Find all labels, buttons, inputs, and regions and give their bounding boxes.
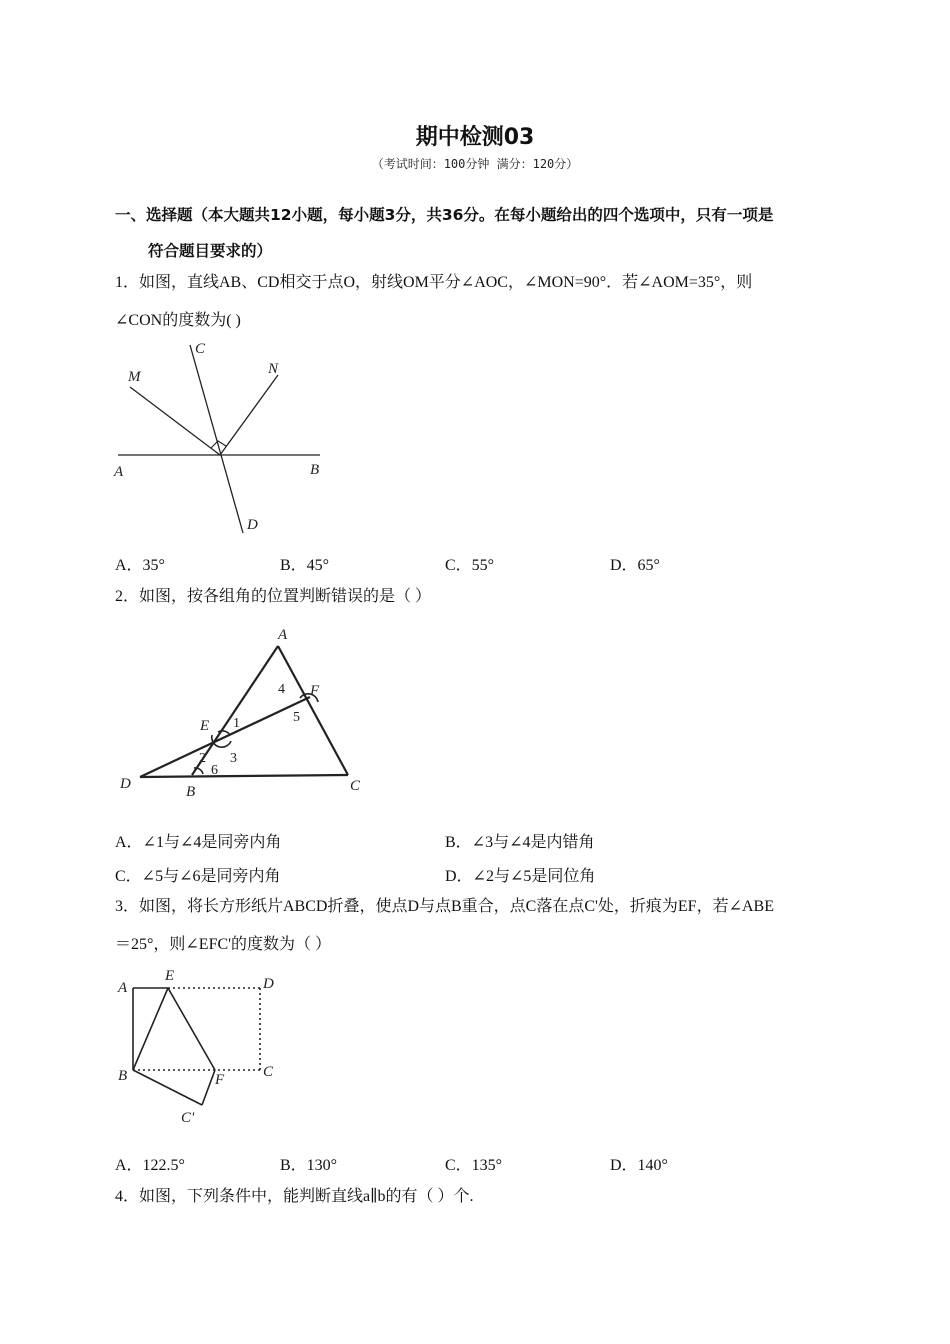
label-A: A [118,980,128,996]
angle-5: 5 [293,710,300,725]
q2-option-c[interactable]: C．∠5与∠6是同旁内角 [115,868,281,885]
label-A: A [114,464,124,480]
q1-option-d[interactable]: D．65° [610,557,660,574]
question-3-line2: ＝25°，则∠EFC'的度数为（ ） [115,936,332,953]
label-D: D [120,776,131,792]
question-1-figure [110,335,340,540]
section-heading-line2: 符合题目要求的） [148,242,273,260]
label-F: F [310,683,320,699]
question-4-line1: 4．如图，下列条件中，能判断直线a∥b的有（ ）个. [115,1188,474,1205]
q3-option-c[interactable]: C．135° [445,1157,503,1174]
q2-option-a[interactable]: A．∠1与∠4是同旁内角 [115,834,282,851]
question-1-line2: ∠CON的度数为( ) [115,312,241,329]
angle-4: 4 [278,682,285,697]
q3-option-d[interactable]: D．140° [610,1157,668,1174]
label-B: B [310,462,320,478]
exam-info: （考试时间：100分钟 满分：120分） [371,157,579,171]
q3-option-b[interactable]: B．130° [280,1157,338,1174]
q3-option-a[interactable]: A．122.5° [115,1157,185,1174]
section-heading-line1: 一、选择题（本大题共12小题，每小题3分，共36分。在每小题给出的四个选项中，只有一项是 [115,206,774,224]
question-3-line1: 3．如图，将长方形纸片ABCD折叠，使点D与点B重合，点C落在点C'处，折痕为EF，若∠ABE [115,898,774,915]
page-title: 期中检测03 [415,125,535,150]
q2-option-b[interactable]: B．∠3与∠4是内错角 [445,834,595,851]
angle-2: 2 [199,751,206,766]
label-E: E [200,718,210,734]
q2-option-d[interactable]: D．∠2与∠5是同位角 [445,868,596,885]
question-1-line1: 1．如图，直线AB、CD相交于点O，射线OM平分∠AOC，∠MON=90°．若∠AOM=35°，则 [115,274,753,291]
label-C-prime: C' [181,1110,195,1126]
angle-6: 6 [211,763,218,778]
label-C: C [195,341,206,357]
q1-option-a[interactable]: A．35° [115,557,165,574]
question-2-figure [110,620,380,805]
label-C: C [263,1064,274,1080]
label-F: F [215,1072,225,1088]
label-C: C [350,778,361,794]
label-D: D [263,976,274,992]
q1-option-c[interactable]: C．55° [445,557,495,574]
label-B: B [118,1068,128,1084]
q1-option-b[interactable]: B．45° [280,557,330,574]
label-N: N [268,361,279,377]
label-A: A [278,627,288,643]
question-2-line1: 2．如图，按各组角的位置判断错误的是（ ） [115,588,432,605]
angle-1: 1 [233,716,240,731]
label-M: M [128,369,141,385]
label-E: E [165,968,175,984]
label-B: B [186,784,196,800]
angle-3: 3 [230,751,237,766]
question-3-figure [110,965,300,1130]
label-D: D [247,517,258,533]
